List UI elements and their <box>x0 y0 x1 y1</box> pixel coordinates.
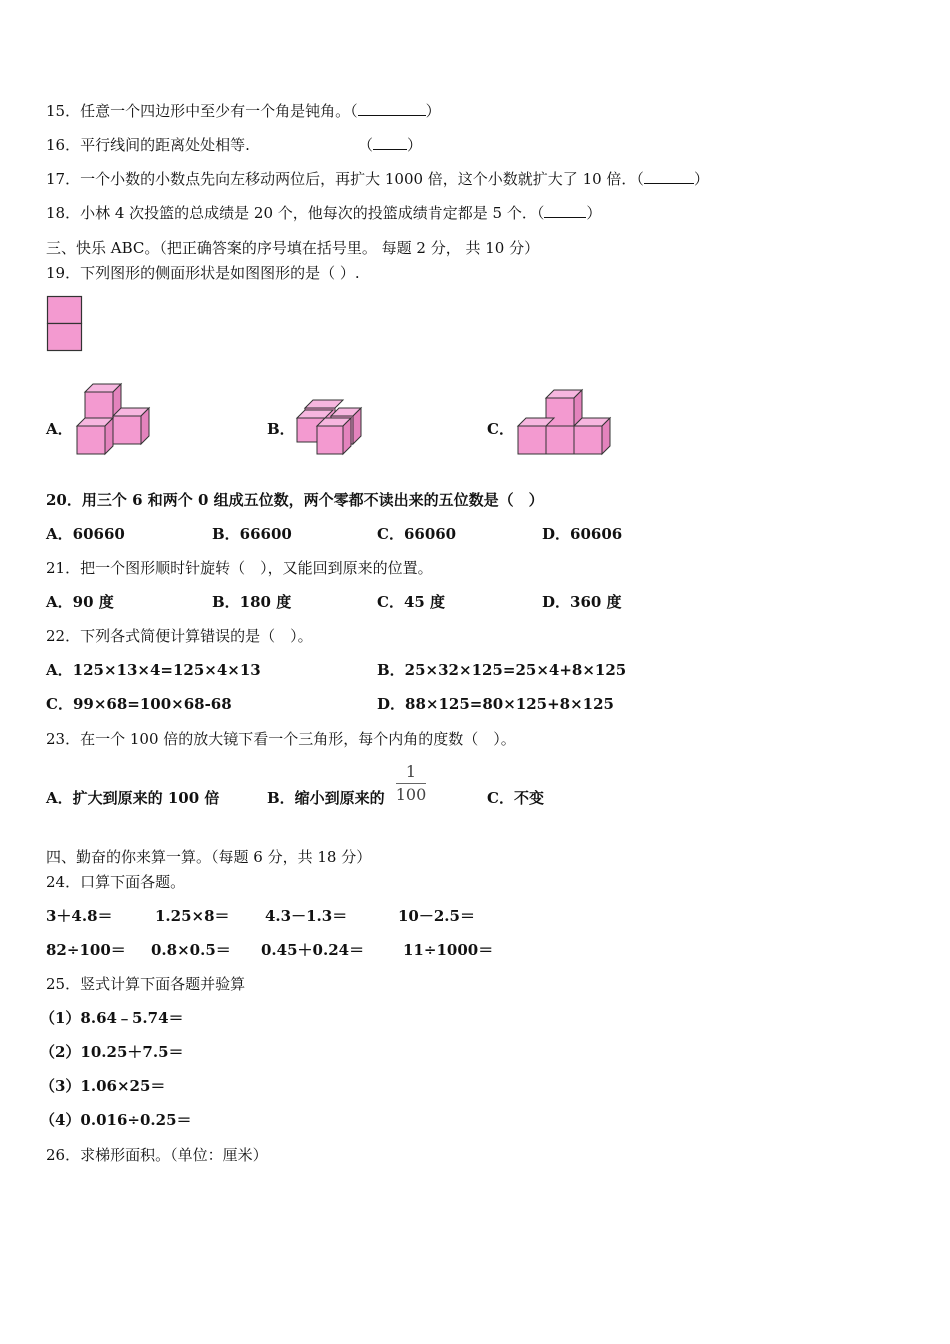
section-3-heading: 三、快乐 ABC。（把正确答案的序号填在括号里。 每题 2 分， 共 10 分） <box>46 239 540 257</box>
question-16 <box>46 135 250 155</box>
calc-r2-c2: 0.8×0.5＝ <box>151 941 231 959</box>
question-20-text: 20．用三个 6 和两个 0 组成五位数，两个零都不读出来的五位数是（ ） <box>46 491 544 509</box>
calc-r2-c3: 0.45＋0.24＝ <box>261 941 365 959</box>
question-18 <box>46 203 601 223</box>
question-22-text: 22．下列各式简便计算错误的是（ ）。 <box>46 627 313 645</box>
option-b-figure[interactable] <box>295 396 367 458</box>
calc-r1-c3: 4.3－1.3＝ <box>265 907 348 925</box>
q20-option-c[interactable]: C．66060 <box>377 525 457 543</box>
cube-top <box>85 392 113 418</box>
option-b-label[interactable]: B． <box>267 420 295 438</box>
q21-option-b[interactable]: B．180 度 <box>212 593 292 611</box>
question-18-close: ） <box>586 204 602 222</box>
question-16-text: 16．平行线间的距离处处相等. <box>46 136 250 154</box>
q22-option-d[interactable]: D．88×125=80×125+8×125 <box>377 695 614 713</box>
reference-figure <box>47 296 83 352</box>
q21-option-c[interactable]: C．45 度 <box>377 593 446 611</box>
option-c-label[interactable]: C． <box>487 420 514 438</box>
question-15-close: ） <box>425 102 441 120</box>
calc-r1-c1: 3＋4.8＝ <box>46 907 113 925</box>
option-a-figure[interactable] <box>75 378 155 458</box>
question-17 <box>46 169 709 189</box>
answer-blank-16[interactable] <box>373 135 407 150</box>
question-24-text: 24．口算下面各题。 <box>46 873 186 891</box>
fraction-numerator: 1 <box>405 762 417 781</box>
q22-option-a[interactable]: A．125×13×4=125×4×13 <box>46 661 261 679</box>
question-23-text: 23．在一个 100 倍的放大镜下看一个三角形，每个内角的度数（ ）。 <box>46 730 516 748</box>
fraction-denominator: 100 <box>395 785 427 804</box>
q21-option-a[interactable]: A．90 度 <box>46 593 114 611</box>
cube-left <box>77 426 105 454</box>
vertical-calc-1: （1）8.64﹣5.74＝ <box>40 1009 184 1027</box>
answer-blank-18[interactable] <box>544 203 586 218</box>
vertical-calc-2: （2）10.25＋7.5＝ <box>40 1043 184 1061</box>
q23-option-b[interactable]: B．缩小到原来的 <box>267 789 385 807</box>
calc-r2-c4: 11÷1000＝ <box>403 941 494 959</box>
question-16-open: （ <box>358 136 374 154</box>
q22-option-c[interactable]: C．99×68=100×68-68 <box>46 695 232 713</box>
q23-option-a[interactable]: A．扩大到原来的 100 倍 <box>46 789 220 807</box>
question-19-text: 19．下列图形的侧面形状是如图图形的是（ ）. <box>46 264 360 282</box>
q20-option-d[interactable]: D．60606 <box>542 525 623 543</box>
question-17-text: 17．一个小数的小数点先向左移动两位后，再扩大 1000 倍，这个小数就扩大了 10 倍．（ <box>46 170 644 188</box>
q22-option-b[interactable]: B．25×32×125=25×4+8×125 <box>377 661 627 679</box>
question-26-text: 26．求梯形面积。（单位：厘米） <box>46 1146 268 1164</box>
question-17-close: ） <box>693 170 709 188</box>
q23-option-c[interactable]: C．不变 <box>487 789 544 807</box>
q20-option-a[interactable]: A．60660 <box>46 525 125 543</box>
calc-r1-c2: 1.25×8＝ <box>155 907 230 925</box>
fraction-one-hundredth <box>394 762 428 805</box>
answer-blank-17[interactable] <box>644 169 694 184</box>
vertical-calc-3: （3）1.06×25＝ <box>40 1077 166 1095</box>
question-25-text: 25．竖式计算下面各题并验算 <box>46 975 246 993</box>
calc-r1-c4: 10－2.5＝ <box>398 907 475 925</box>
fraction-bar <box>396 783 426 784</box>
question-21-text: 21．把一个图形顺时针旋转（ ），又能回到原来的位置。 <box>46 559 433 577</box>
calc-r2-c1: 82÷100＝ <box>46 941 126 959</box>
q21-option-d[interactable]: D．360 度 <box>542 593 622 611</box>
question-16-close: ） <box>407 136 423 154</box>
question-16-answer <box>358 135 422 155</box>
answer-blank-15[interactable] <box>358 101 426 116</box>
question-15 <box>46 101 441 121</box>
question-18-text: 18．小林 4 次投篮的总成绩是 20 个，他每次的投篮成绩肯定都是 5 个．（ <box>46 204 545 222</box>
question-15-text: 15．任意一个四边形中至少有一个角是钝角。（ <box>46 102 358 120</box>
option-a-label[interactable]: A． <box>46 420 73 438</box>
q20-option-b[interactable]: B．66600 <box>212 525 292 543</box>
vertical-calc-4: （4）0.016÷0.25＝ <box>40 1111 192 1129</box>
section-4-heading: 四、勤奋的你来算一算。（每题 6 分，共 18 分） <box>46 848 372 866</box>
option-c-figure[interactable] <box>517 388 613 458</box>
cube-right <box>113 416 141 444</box>
